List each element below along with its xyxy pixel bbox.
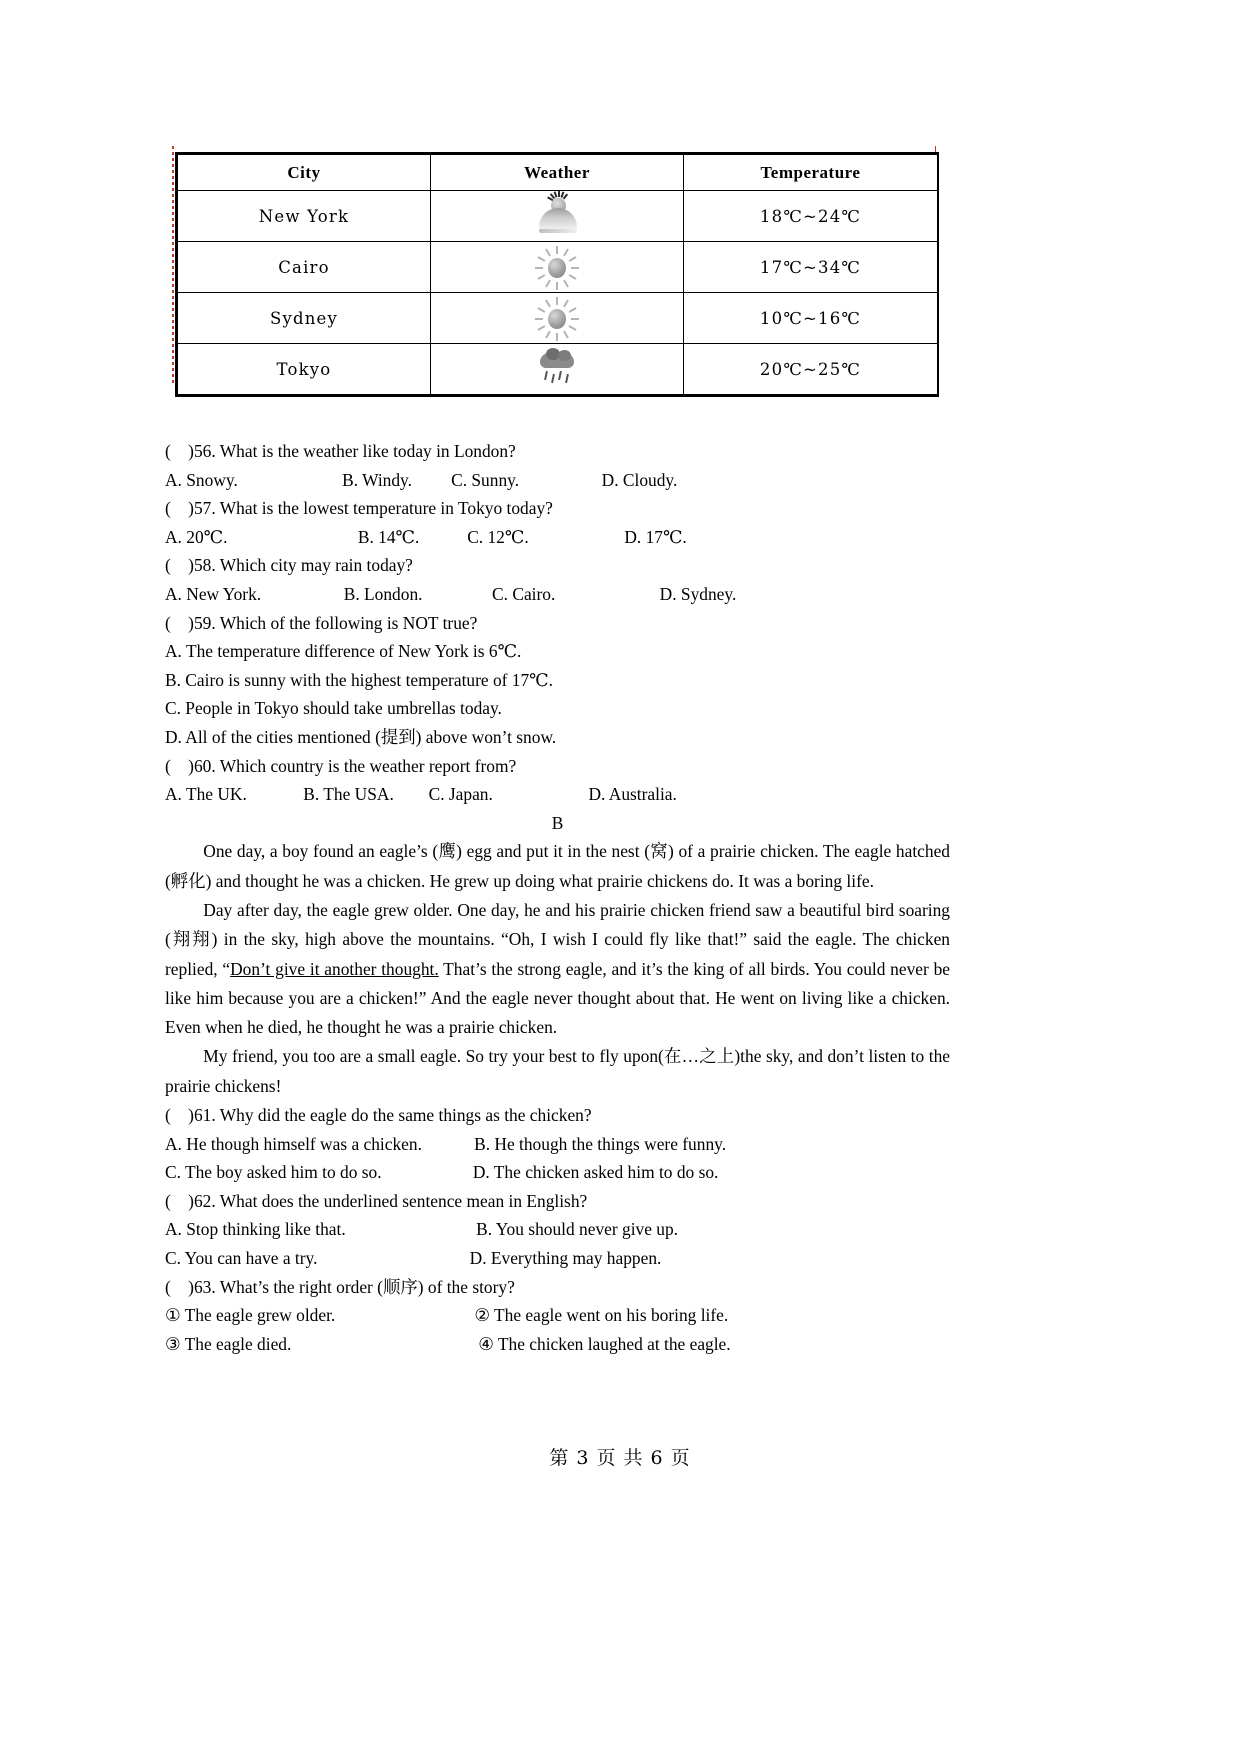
question-59-option-a: A. The temperature difference of New York is 6℃. (165, 641, 522, 662)
sunny-icon (529, 245, 585, 289)
passage-b-paragraph-3: My friend, you too are a small eagle. So try your best to fly upon(在…之上)the sky, and don’t listen to the prairie chickens! (165, 1046, 950, 1096)
question-57: ( )57. What is the lowest temperature in Tokyo today? (165, 498, 553, 519)
table-row (178, 293, 938, 344)
question-56-options: A. Snowy. B. Windy. C. Sunny. D. Cloudy. (165, 469, 678, 490)
document-body (165, 437, 950, 1358)
question-61-options-row-2: C. The boy asked him to do so. D. The chicken asked him to do so. (165, 1162, 719, 1183)
cell-city-new-york: New York (178, 191, 431, 242)
cell-city-cairo: Cairo (178, 242, 431, 293)
page-margin-marker-left (172, 146, 174, 386)
rainy-icon (529, 347, 585, 391)
question-59-option-b: B. Cairo is sunny with the highest temperature of 17℃. (165, 669, 553, 690)
column-header-city: City (178, 155, 431, 191)
cell-temperature-tokyo: 20℃~25℃ (684, 344, 938, 395)
cell-weather-sydney (431, 293, 684, 344)
question-63-options-row-1: ① The eagle grew older. ② The eagle went on his boring life. (165, 1305, 729, 1326)
table-row (178, 191, 938, 242)
question-61: ( )61. Why did the eagle do the same things as the chicken? (165, 1104, 592, 1125)
question-62-options-row-2: C. You can have a try. D. Everything may happen. (165, 1247, 662, 1268)
passage-b-paragraph-2-after: That’s the strong eagle, and it’s the king of all birds. You could never be like him because you are a chicken!” And the eagle never thought about that. He went on living like a chicken. Even when he died, he thought he was a prairie chicken. (165, 958, 950, 1038)
cell-temperature-new-york: 18℃~24℃ (684, 191, 938, 242)
question-57-options: A. 20℃. B. 14℃. C. 12℃. D. 17℃. (165, 526, 687, 547)
cell-city-sydney: Sydney (178, 293, 431, 344)
question-63-options-row-2: ③ The eagle died. ④ The chicken laughed at the eagle. (165, 1333, 731, 1354)
question-62: ( )62. What does the underlined sentence mean in English? (165, 1190, 588, 1211)
cell-weather-new-york (431, 191, 684, 242)
sunny-icon (529, 296, 585, 340)
question-61-options-row-1: A. He though himself was a chicken. B. He though the things were funny. (165, 1133, 727, 1154)
question-60-options: A. The UK. B. The USA. C. Japan. D. Australia. (165, 784, 677, 805)
question-59-option-d: D. All of the cities mentioned (提到) above won’t snow. (165, 726, 557, 747)
question-56: ( )56. What is the weather like today in London? (165, 441, 516, 461)
question-63: ( )63. What’s the right order (顺序) of the story? (165, 1276, 515, 1297)
question-58: ( )58. Which city may rain today? (165, 555, 413, 576)
cell-weather-tokyo (431, 344, 684, 395)
question-60: ( )60. Which country is the weather report from? (165, 755, 517, 776)
column-header-weather: Weather (431, 155, 684, 191)
passage-b-paragraph-2-before: Day after day, the eagle grew older. One day, he and his prairie chicken friend saw a beautiful bird soaring (翔翔) in the sky, high above the mountains. “Oh, I wish I could fly like that!” said the eagle. The chicken replied, “ (165, 899, 950, 979)
cell-temperature-sydney: 10℃~16℃ (684, 293, 938, 344)
weather-table (177, 154, 938, 395)
question-62-options-row-1: A. Stop thinking like that. B. You should never give up. (165, 1219, 679, 1240)
cell-city-tokyo: Tokyo (178, 344, 431, 395)
page-number: 第 3 页 共 6 页 (549, 1447, 691, 1469)
question-58-options: A. New York. B. London. C. Cairo. D. Sydney. (165, 583, 737, 604)
cell-weather-cairo (431, 242, 684, 293)
passage-b-paragraph-1: One day, a boy found an eagle’s (鹰) egg and put it in the nest (窝) of a prairie chicken. The eagle hatched (孵化) and thought he was a chicken. He grew up doing what prairie chickens do. It was a boring life. (165, 841, 950, 891)
table-row (178, 242, 938, 293)
question-59-option-c: C. People in Tokyo should take umbrellas today. (165, 698, 502, 719)
page-footer (0, 1443, 1240, 1470)
underlined-sentence: Don’t give it another thought. (230, 958, 439, 979)
passage-b-paragraph-2 (165, 896, 950, 1042)
question-59: ( )59. Which of the following is NOT true? (165, 612, 478, 633)
partly-cloudy-icon (529, 194, 585, 238)
passage-b-label: B (551, 812, 564, 833)
cell-temperature-cairo: 17℃~34℃ (684, 242, 938, 293)
column-header-temperature: Temperature (684, 155, 938, 191)
weather-table-container (175, 152, 939, 397)
table-header-row (178, 155, 938, 191)
table-row (178, 344, 938, 395)
